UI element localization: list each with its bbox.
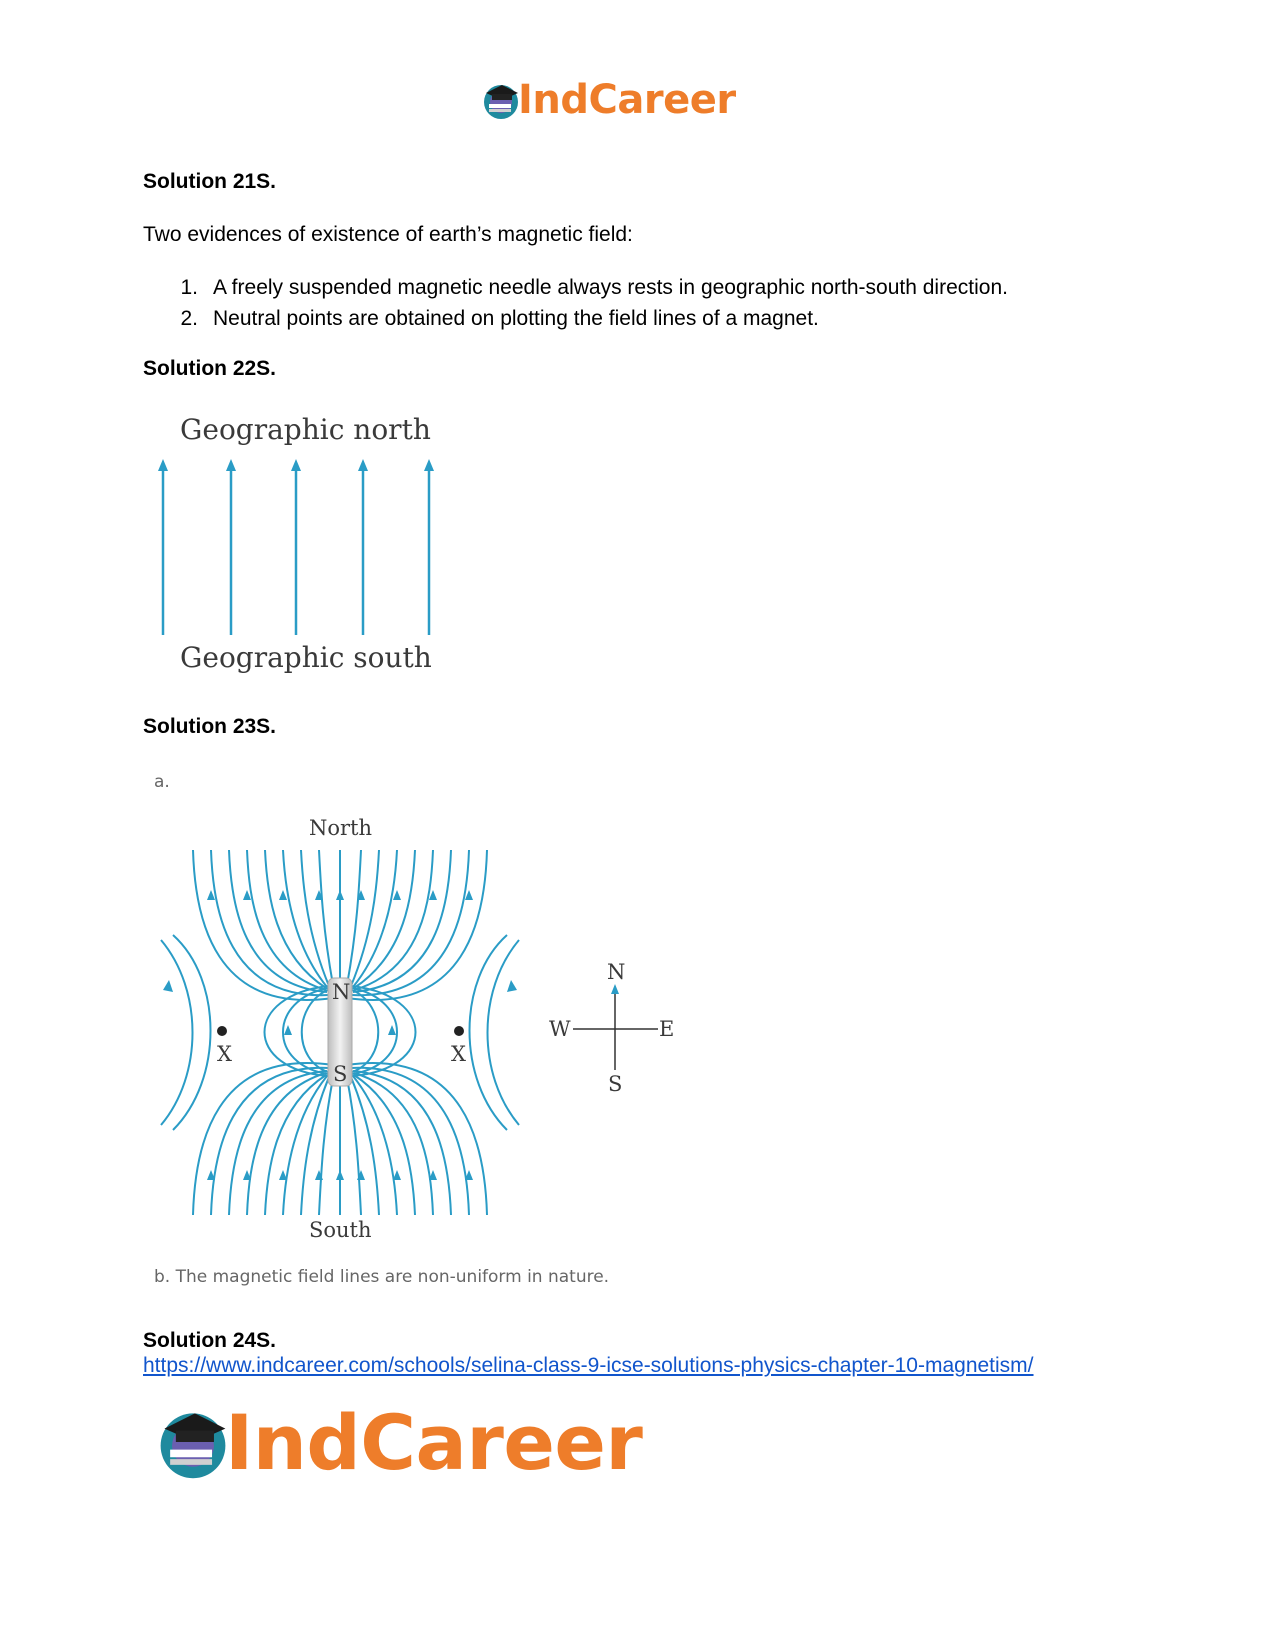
compass-e-label: E: [659, 1017, 675, 1041]
list-item-number: 2.: [180, 307, 198, 330]
geographic-south-label: Geographic south: [180, 641, 432, 674]
evidence-list: [166, 272, 1166, 334]
field-lines-diagram: [143, 810, 703, 1250]
solution-link[interactable]: https://www.indcareer.com/schools/selina-class-9-icse-solutions-physics-chapter-10-magnetism/: [143, 1354, 1034, 1377]
header-logo-text: IndCareer: [518, 77, 736, 123]
magnet-s-label: S: [333, 1062, 348, 1086]
compass-rose: [573, 988, 658, 1070]
neutral-point-left-label: X: [217, 1042, 232, 1066]
compass-s-label: S: [608, 1072, 623, 1096]
list-item-text: Neutral points are obtained on plotting the field lines of a magnet.: [213, 307, 819, 330]
neutral-point-left: [217, 1026, 227, 1036]
graduation-cap-icon: [480, 79, 522, 121]
neutral-point-right-label: X: [451, 1042, 466, 1066]
footer-logo-text: IndCareer: [225, 1398, 643, 1487]
footer-logo: [153, 1398, 673, 1488]
solution-23-heading: Solution 23S.: [143, 715, 277, 738]
uniform-field-figure: [143, 405, 463, 685]
north-label: North: [309, 816, 373, 840]
part-a-label: a.: [154, 772, 170, 792]
graduation-cap-icon: [153, 1402, 233, 1482]
list-item-number: 1.: [180, 276, 198, 299]
magnet-n-label: N: [332, 980, 351, 1004]
geographic-north-label: Geographic north: [180, 413, 431, 446]
neutral-point-right: [454, 1026, 464, 1036]
solution-24-heading: Solution 24S.: [143, 1329, 277, 1352]
solution-21-heading: Solution 21S.: [143, 170, 277, 193]
compass-w-label: W: [549, 1017, 571, 1041]
figure-caption: b. The magnetic field lines are non-uniform in nature.: [154, 1267, 610, 1287]
compass-n-label: N: [607, 960, 626, 984]
list-item-text: A freely suspended magnetic needle always rests in geographic north-south direction.: [213, 276, 1008, 299]
solution-22-heading: Solution 22S.: [143, 357, 277, 380]
list-item: [166, 272, 1166, 303]
solution-21-intro: Two evidences of existence of earth’s magnetic field:: [143, 223, 633, 246]
south-label: South: [309, 1218, 372, 1242]
header-logo: [480, 76, 740, 124]
list-item: [166, 303, 1166, 334]
bar-magnet-field-figure: [143, 810, 703, 1250]
